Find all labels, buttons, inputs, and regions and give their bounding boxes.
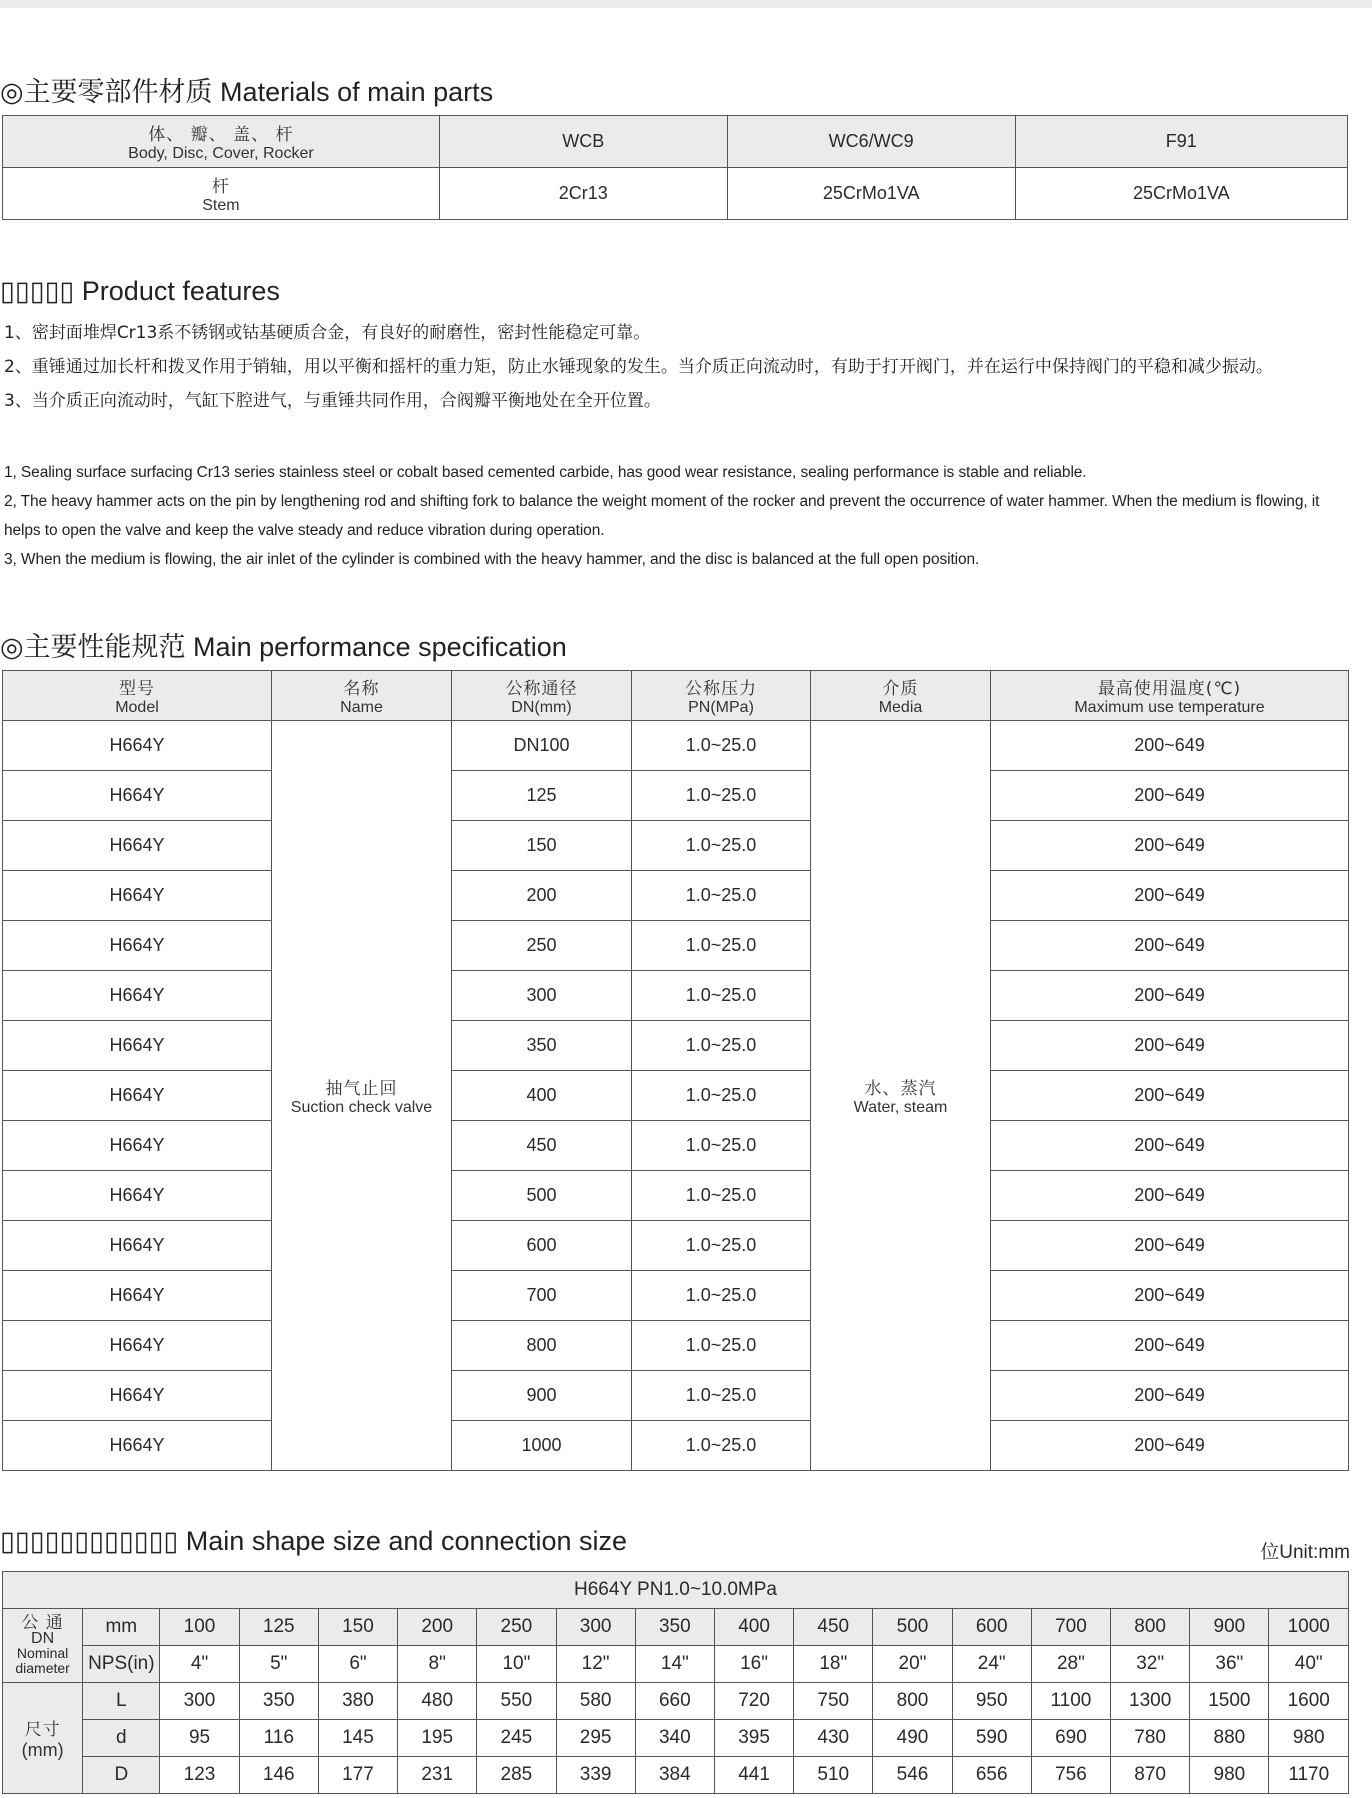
media-cn: 水、蒸汽	[864, 1079, 937, 1099]
size-cell: 800	[873, 1683, 952, 1720]
size-cell: 880	[1190, 1720, 1269, 1757]
size-cell: 146	[239, 1757, 318, 1794]
size-cell: 490	[873, 1720, 952, 1757]
dimensions-section-title: ▯▯▯▯▯▯▯▯▯▯▯▯ Main shape size and connection size	[0, 1526, 628, 1556]
size-cell: 380	[318, 1683, 397, 1720]
size-cell: 950	[952, 1683, 1031, 1720]
size-cell: 116	[239, 1720, 318, 1757]
feature-cn-item: 1、密封面堆焊Cr13系不锈钢或钴基硬质合金，有良好的耐磨性，密封性能稳定可靠。	[4, 323, 651, 343]
performance-row	[3, 971, 1349, 1021]
nps-cell: 20"	[873, 1646, 952, 1683]
cell-dn: 600	[452, 1221, 632, 1271]
size-cell: 231	[398, 1757, 477, 1794]
dimensions-caption: H664Y PN1.0~10.0MPa	[3, 1572, 1349, 1609]
size-cell: 656	[952, 1757, 1031, 1794]
header-pn: 公称压力 PN(MPa)	[632, 671, 811, 721]
cell-model: H664Y	[3, 871, 272, 921]
cell-temperature: 200~649	[991, 1021, 1349, 1071]
header-name: 名称 Name	[272, 671, 452, 721]
cell-media	[811, 721, 991, 1471]
performance-row	[3, 771, 1349, 821]
cell-model: H664Y	[3, 821, 272, 871]
nps-cell: 10"	[477, 1646, 556, 1683]
size-cell: 195	[398, 1720, 477, 1757]
nps-cell: 32"	[1111, 1646, 1190, 1683]
header-model: 型号 Model	[3, 671, 272, 721]
size-cell: 690	[1031, 1720, 1110, 1757]
cell-dn: DN100	[452, 721, 632, 771]
cell-pn: 1.0~25.0	[632, 1321, 811, 1371]
header-temperature: 最高使用温度(℃) Maximum use temperature	[991, 671, 1349, 721]
cell-pn: 1.0~25.0	[632, 921, 811, 971]
cell-pn: 1.0~25.0	[632, 1221, 811, 1271]
features-en-list	[4, 458, 1350, 574]
dimensions-size-row	[3, 1757, 1349, 1794]
dimensions-mm-row	[3, 1609, 1349, 1646]
mm-cell: 700	[1031, 1609, 1110, 1646]
materials-row-label: 体、 瓣、 盖、 杆 Body, Disc, Cover, Rocker	[3, 116, 440, 168]
size-cell: 145	[318, 1720, 397, 1757]
cell-dn: 125	[452, 771, 632, 821]
size-cell: 980	[1269, 1720, 1349, 1757]
mm-cell: 600	[952, 1609, 1031, 1646]
unit-label: 位Unit:mm	[1260, 1542, 1350, 1563]
nps-cell: 40"	[1269, 1646, 1349, 1683]
cell-pn: 1.0~25.0	[632, 1271, 811, 1321]
performance-row	[3, 1071, 1349, 1121]
name-en: Suction check valve	[290, 1099, 433, 1116]
size-cell: 384	[635, 1757, 714, 1794]
cell-temperature: 200~649	[991, 1221, 1349, 1271]
mm-cell: 900	[1190, 1609, 1269, 1646]
size-cell: 550	[477, 1683, 556, 1720]
mm-label: mm	[83, 1609, 160, 1646]
cell-dn: 400	[452, 1071, 632, 1121]
performance-row	[3, 921, 1349, 971]
performance-row	[3, 871, 1349, 921]
materials-section-title: ◎主要零部件材质 Materials of main parts	[0, 77, 494, 107]
size-cell: 430	[794, 1720, 873, 1757]
performance-row	[3, 1371, 1349, 1421]
nps-cell: 28"	[1031, 1646, 1110, 1683]
size-cell: 95	[160, 1720, 239, 1757]
cell-dn: 350	[452, 1021, 632, 1071]
cell-temperature: 200~649	[991, 1421, 1349, 1471]
size-cell: 350	[239, 1683, 318, 1720]
cell-temperature: 200~649	[991, 871, 1349, 921]
materials-cell: 25CrMo1VA	[1015, 168, 1347, 220]
cell-temperature: 200~649	[991, 1371, 1349, 1421]
size-cell: 1500	[1190, 1683, 1269, 1720]
cell-pn: 1.0~25.0	[632, 1171, 811, 1221]
features-section-title: ▯▯▯▯▯ Product features	[0, 276, 280, 306]
mm-cell: 200	[398, 1609, 477, 1646]
size-cell: 480	[398, 1683, 477, 1720]
size-cell: 300	[160, 1683, 239, 1720]
cell-dn: 1000	[452, 1421, 632, 1471]
cell-model: H664Y	[3, 1321, 272, 1371]
cell-model: H664Y	[3, 1371, 272, 1421]
nps-cell: 5"	[239, 1646, 318, 1683]
nps-cell: 18"	[794, 1646, 873, 1683]
cell-temperature: 200~649	[991, 821, 1349, 871]
size-cell: 780	[1111, 1720, 1190, 1757]
cell-pn: 1.0~25.0	[632, 1071, 811, 1121]
dimensions-table	[2, 1571, 1349, 1794]
nps-cell: 24"	[952, 1646, 1031, 1683]
materials-column-wc6: WC6/WC9	[727, 116, 1015, 168]
cell-pn: 1.0~25.0	[632, 821, 811, 871]
cell-pn: 1.0~25.0	[632, 1371, 811, 1421]
mm-cell: 450	[794, 1609, 873, 1646]
nps-label: NPS(in)	[83, 1646, 160, 1683]
mm-cell: 100	[160, 1609, 239, 1646]
mm-cell: 1000	[1269, 1609, 1349, 1646]
size-cell: 510	[794, 1757, 873, 1794]
size-cell: 395	[714, 1720, 793, 1757]
feature-cn-item: 3、当介质正向流动时，气缸下腔进气，与重锤共同作用，合阀瓣平衡地处在全开位置。	[4, 391, 661, 411]
cell-model: H664Y	[3, 1021, 272, 1071]
materials-table	[2, 115, 1348, 220]
performance-row	[3, 1021, 1349, 1071]
feature-cn-item: 2、重锤通过加长杆和拨叉作用于销轴，用以平衡和摇杆的重力矩，防止水锤现象的发生。当介质正向流动时，有助于打开阀门，并在运行中保持阀门的平稳和减少振动。	[4, 357, 1273, 377]
cell-temperature: 200~649	[991, 1171, 1349, 1221]
cell-model: H664Y	[3, 1121, 272, 1171]
dimensions-size-row	[3, 1720, 1349, 1757]
performance-row	[3, 1121, 1349, 1171]
performance-table	[2, 670, 1349, 1471]
nominal-en: Nominal diameter	[15, 1644, 70, 1676]
header-media: 介质 Media	[811, 671, 991, 721]
cell-dn: 700	[452, 1271, 632, 1321]
cell-dn: 150	[452, 821, 632, 871]
cell-temperature: 200~649	[991, 1121, 1349, 1171]
materials-stem-row	[3, 168, 1348, 220]
top-divider	[0, 0, 1372, 8]
size-cell: 980	[1190, 1757, 1269, 1794]
size-cell: 295	[556, 1720, 635, 1757]
nominal-diameter-label	[3, 1609, 83, 1683]
cell-pn: 1.0~25.0	[632, 1421, 811, 1471]
size-row-label: D	[83, 1757, 160, 1794]
nominal-dn: DN	[31, 1629, 55, 1647]
size-cell: 720	[714, 1683, 793, 1720]
nps-cell: 4"	[160, 1646, 239, 1683]
materials-column-wcb: WCB	[439, 116, 727, 168]
size-cell: 590	[952, 1720, 1031, 1757]
cell-pn: 1.0~25.0	[632, 971, 811, 1021]
media-en: Water, steam	[853, 1099, 948, 1116]
cell-dn: 450	[452, 1121, 632, 1171]
cell-model: H664Y	[3, 921, 272, 971]
size-label	[3, 1683, 83, 1794]
nps-cell: 6"	[318, 1646, 397, 1683]
header-dn: 公称通径 DN(mm)	[452, 671, 632, 721]
performance-section-title: ◎主要性能规范 Main performance specification	[0, 632, 567, 662]
performance-row	[3, 1321, 1349, 1371]
feature-en-item: 1, Sealing surface surfacing Cr13 series stainless steel or cobalt based cemented carbide, has good wear resistance, sealing performance is stable and reliable.	[4, 464, 1087, 481]
cell-model: H664Y	[3, 1171, 272, 1221]
cell-dn: 800	[452, 1321, 632, 1371]
size-row-label: L	[83, 1683, 160, 1720]
cell-model: H664Y	[3, 1421, 272, 1471]
performance-row	[3, 1421, 1349, 1471]
mm-cell: 400	[714, 1609, 793, 1646]
dimensions-size-row	[3, 1683, 1349, 1720]
size-cell: 580	[556, 1683, 635, 1720]
mm-cell: 300	[556, 1609, 635, 1646]
size-cell: 285	[477, 1757, 556, 1794]
feature-en-item: 3, When the medium is flowing, the air inlet of the cylinder is combined with the heavy hammer, and the disc is balanced at the full open position.	[4, 551, 980, 568]
cell-temperature: 200~649	[991, 971, 1349, 1021]
size-cell: 660	[635, 1683, 714, 1720]
dimensions-caption-row	[3, 1572, 1349, 1609]
nps-cell: 36"	[1190, 1646, 1269, 1683]
size-cell: 1600	[1269, 1683, 1349, 1720]
materials-row-label: 杆 Stem	[3, 168, 440, 220]
materials-header-row	[3, 116, 1348, 168]
cell-model: H664Y	[3, 1071, 272, 1121]
cell-temperature: 200~649	[991, 721, 1349, 771]
cell-pn: 1.0~25.0	[632, 871, 811, 921]
size-cn: 尺寸	[24, 1720, 61, 1740]
size-cell: 750	[794, 1683, 873, 1720]
mm-cell: 250	[477, 1609, 556, 1646]
cell-dn: 900	[452, 1371, 632, 1421]
cell-pn: 1.0~25.0	[632, 771, 811, 821]
size-cell: 546	[873, 1757, 952, 1794]
cell-dn: 300	[452, 971, 632, 1021]
mm-cell: 500	[873, 1609, 952, 1646]
size-cell: 870	[1111, 1757, 1190, 1794]
performance-row	[3, 1171, 1349, 1221]
cell-pn: 1.0~25.0	[632, 1121, 811, 1171]
size-cell: 756	[1031, 1757, 1110, 1794]
cell-temperature: 200~649	[991, 1271, 1349, 1321]
performance-row	[3, 821, 1349, 871]
cell-model: H664Y	[3, 721, 272, 771]
size-unit: (mm)	[21, 1740, 64, 1760]
cell-temperature: 200~649	[991, 771, 1349, 821]
cell-temperature: 200~649	[991, 1071, 1349, 1121]
nps-cell: 14"	[635, 1646, 714, 1683]
size-row-label: d	[83, 1720, 160, 1757]
cell-pn: 1.0~25.0	[632, 1021, 811, 1071]
nominal-cn: 公 通	[21, 1612, 64, 1633]
materials-column-f91: F91	[1015, 116, 1347, 168]
cell-pn: 1.0~25.0	[632, 721, 811, 771]
mm-cell: 350	[635, 1609, 714, 1646]
size-cell: 1100	[1031, 1683, 1110, 1720]
size-cell: 1170	[1269, 1757, 1349, 1794]
performance-row	[3, 721, 1349, 771]
size-cell: 177	[318, 1757, 397, 1794]
size-cell: 245	[477, 1720, 556, 1757]
size-cell: 441	[714, 1757, 793, 1794]
cell-dn: 250	[452, 921, 632, 971]
materials-cell: 2Cr13	[439, 168, 727, 220]
features-cn-list	[4, 318, 1350, 417]
cell-model: H664Y	[3, 771, 272, 821]
nps-cell: 16"	[714, 1646, 793, 1683]
cell-name	[272, 721, 452, 1471]
cell-model: H664Y	[3, 971, 272, 1021]
cell-temperature: 200~649	[991, 921, 1349, 971]
cell-dn: 500	[452, 1171, 632, 1221]
nps-cell: 12"	[556, 1646, 635, 1683]
performance-row	[3, 1271, 1349, 1321]
nps-cell: 8"	[398, 1646, 477, 1683]
mm-cell: 800	[1111, 1609, 1190, 1646]
mm-cell: 125	[239, 1609, 318, 1646]
name-cn: 抽气止回	[325, 1079, 398, 1099]
size-cell: 123	[160, 1757, 239, 1794]
size-cell: 340	[635, 1720, 714, 1757]
feature-en-item: 2, The heavy hammer acts on the pin by lengthening rod and shifting fork to balance the weight moment of the rocker and prevent the occurrence of water hammer. When the medium is flowing, it helps to open the valve and keep the valve steady and reduce vibration during operation.	[4, 493, 1320, 539]
cell-model: H664Y	[3, 1271, 272, 1321]
cell-model: H664Y	[3, 1221, 272, 1271]
size-cell: 1300	[1111, 1683, 1190, 1720]
performance-header-row	[3, 671, 1349, 721]
performance-row	[3, 1221, 1349, 1271]
size-cell: 339	[556, 1757, 635, 1794]
cell-dn: 200	[452, 871, 632, 921]
cell-temperature: 200~649	[991, 1321, 1349, 1371]
materials-cell: 25CrMo1VA	[727, 168, 1015, 220]
mm-cell: 150	[318, 1609, 397, 1646]
dimensions-nps-row	[3, 1646, 1349, 1683]
